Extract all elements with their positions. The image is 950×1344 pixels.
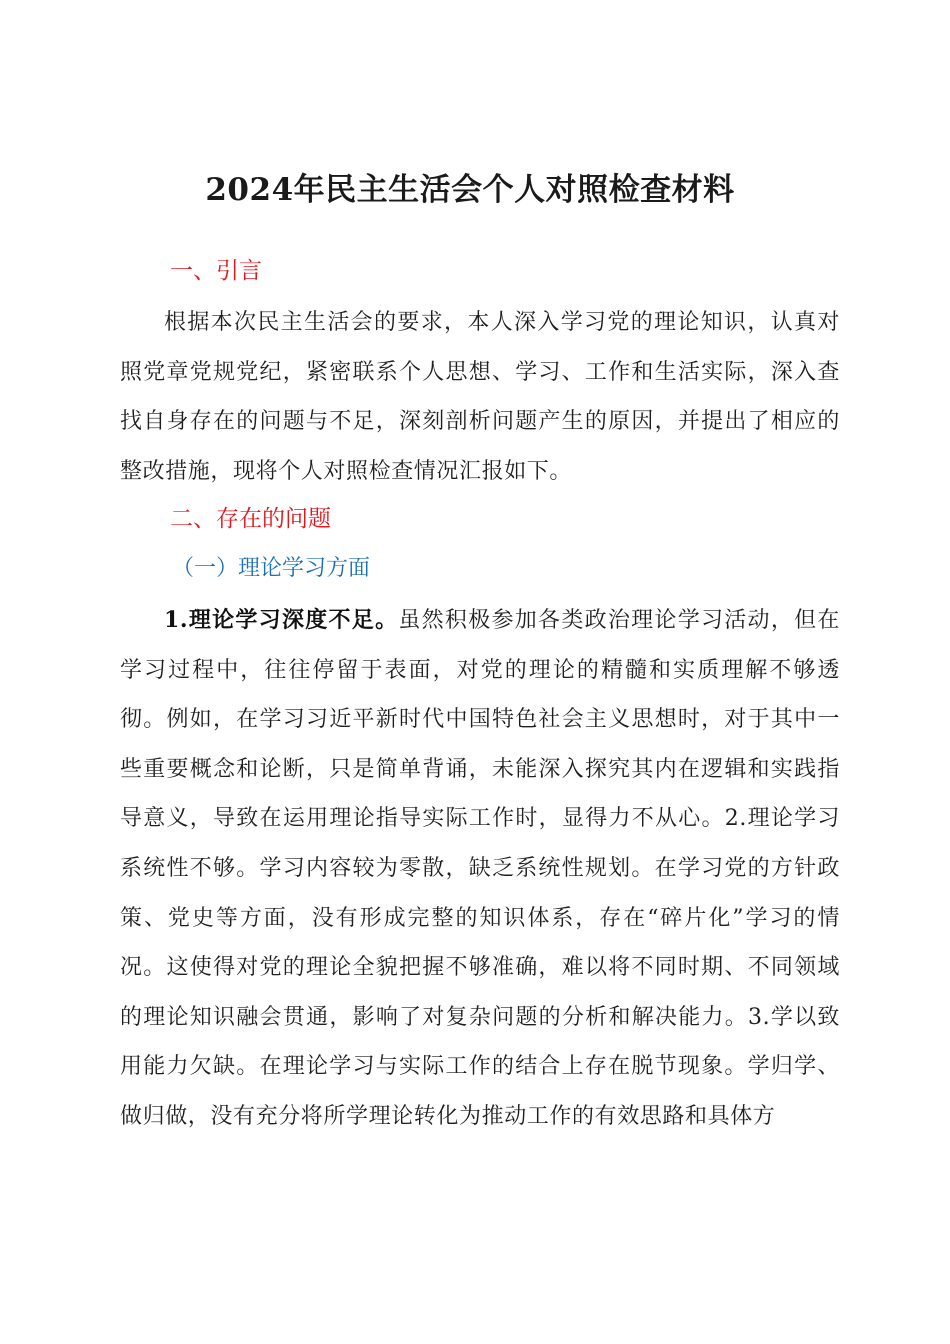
subsection-heading-theory-study: （一）理论学习方面 xyxy=(172,556,371,581)
section-heading-introduction: 一、引言 xyxy=(170,258,262,284)
introduction-paragraph: 根据本次民主生活会的要求，本人深入学习党的理论知识，认真对照党章党规党纪，紧密联系个人思想、学习、工作和生活实际，深入查找自身存在的问题与不足，深刻剖析问题产生的原因，并提出了相应的整改措施，现将个人对照检查情况汇报如下。 xyxy=(120,310,840,484)
paragraph-body-text: 虽然积极参加各类政治理论学习活动，但在学习过程中，往往停留于表面，对党的理论的精髓和实质理解不够透彻。例如，在学习习近平新时代中国特色社会主义思想时，对于其中一些重要概念和论断，只是简单背诵，未能深入探究其内在逻辑和实践指导意义，导致在运用理论指导实际工作时，显得力不从心。2.理论学习系统性不够。学习内容较为零散，缺乏系统性规划。在学习党的方针政策、党史等方面，没有形成完整的知识体系，存在“碎片化”学习的情况。这使得对党的理论全貌把握不够准确，难以将不同时期、不同领域的理论知识融会贯通，影响了对复杂问题的分析和解决能力。3.学以致用能力欠缺。在理论学习与实际工作的结合上存在脱节现象。学归学、做归做，没有充分将所学理论转化为推动工作的有效思路和具体方 xyxy=(120,608,840,1129)
paragraph-lead-bold: 1.理论学习深度不足。 xyxy=(164,607,399,633)
section-heading-problems: 二、存在的问题 xyxy=(170,506,331,532)
theory-study-paragraph xyxy=(120,596,840,1142)
document-title: 2024年民主生活会个人对照检查材料 xyxy=(205,172,735,208)
